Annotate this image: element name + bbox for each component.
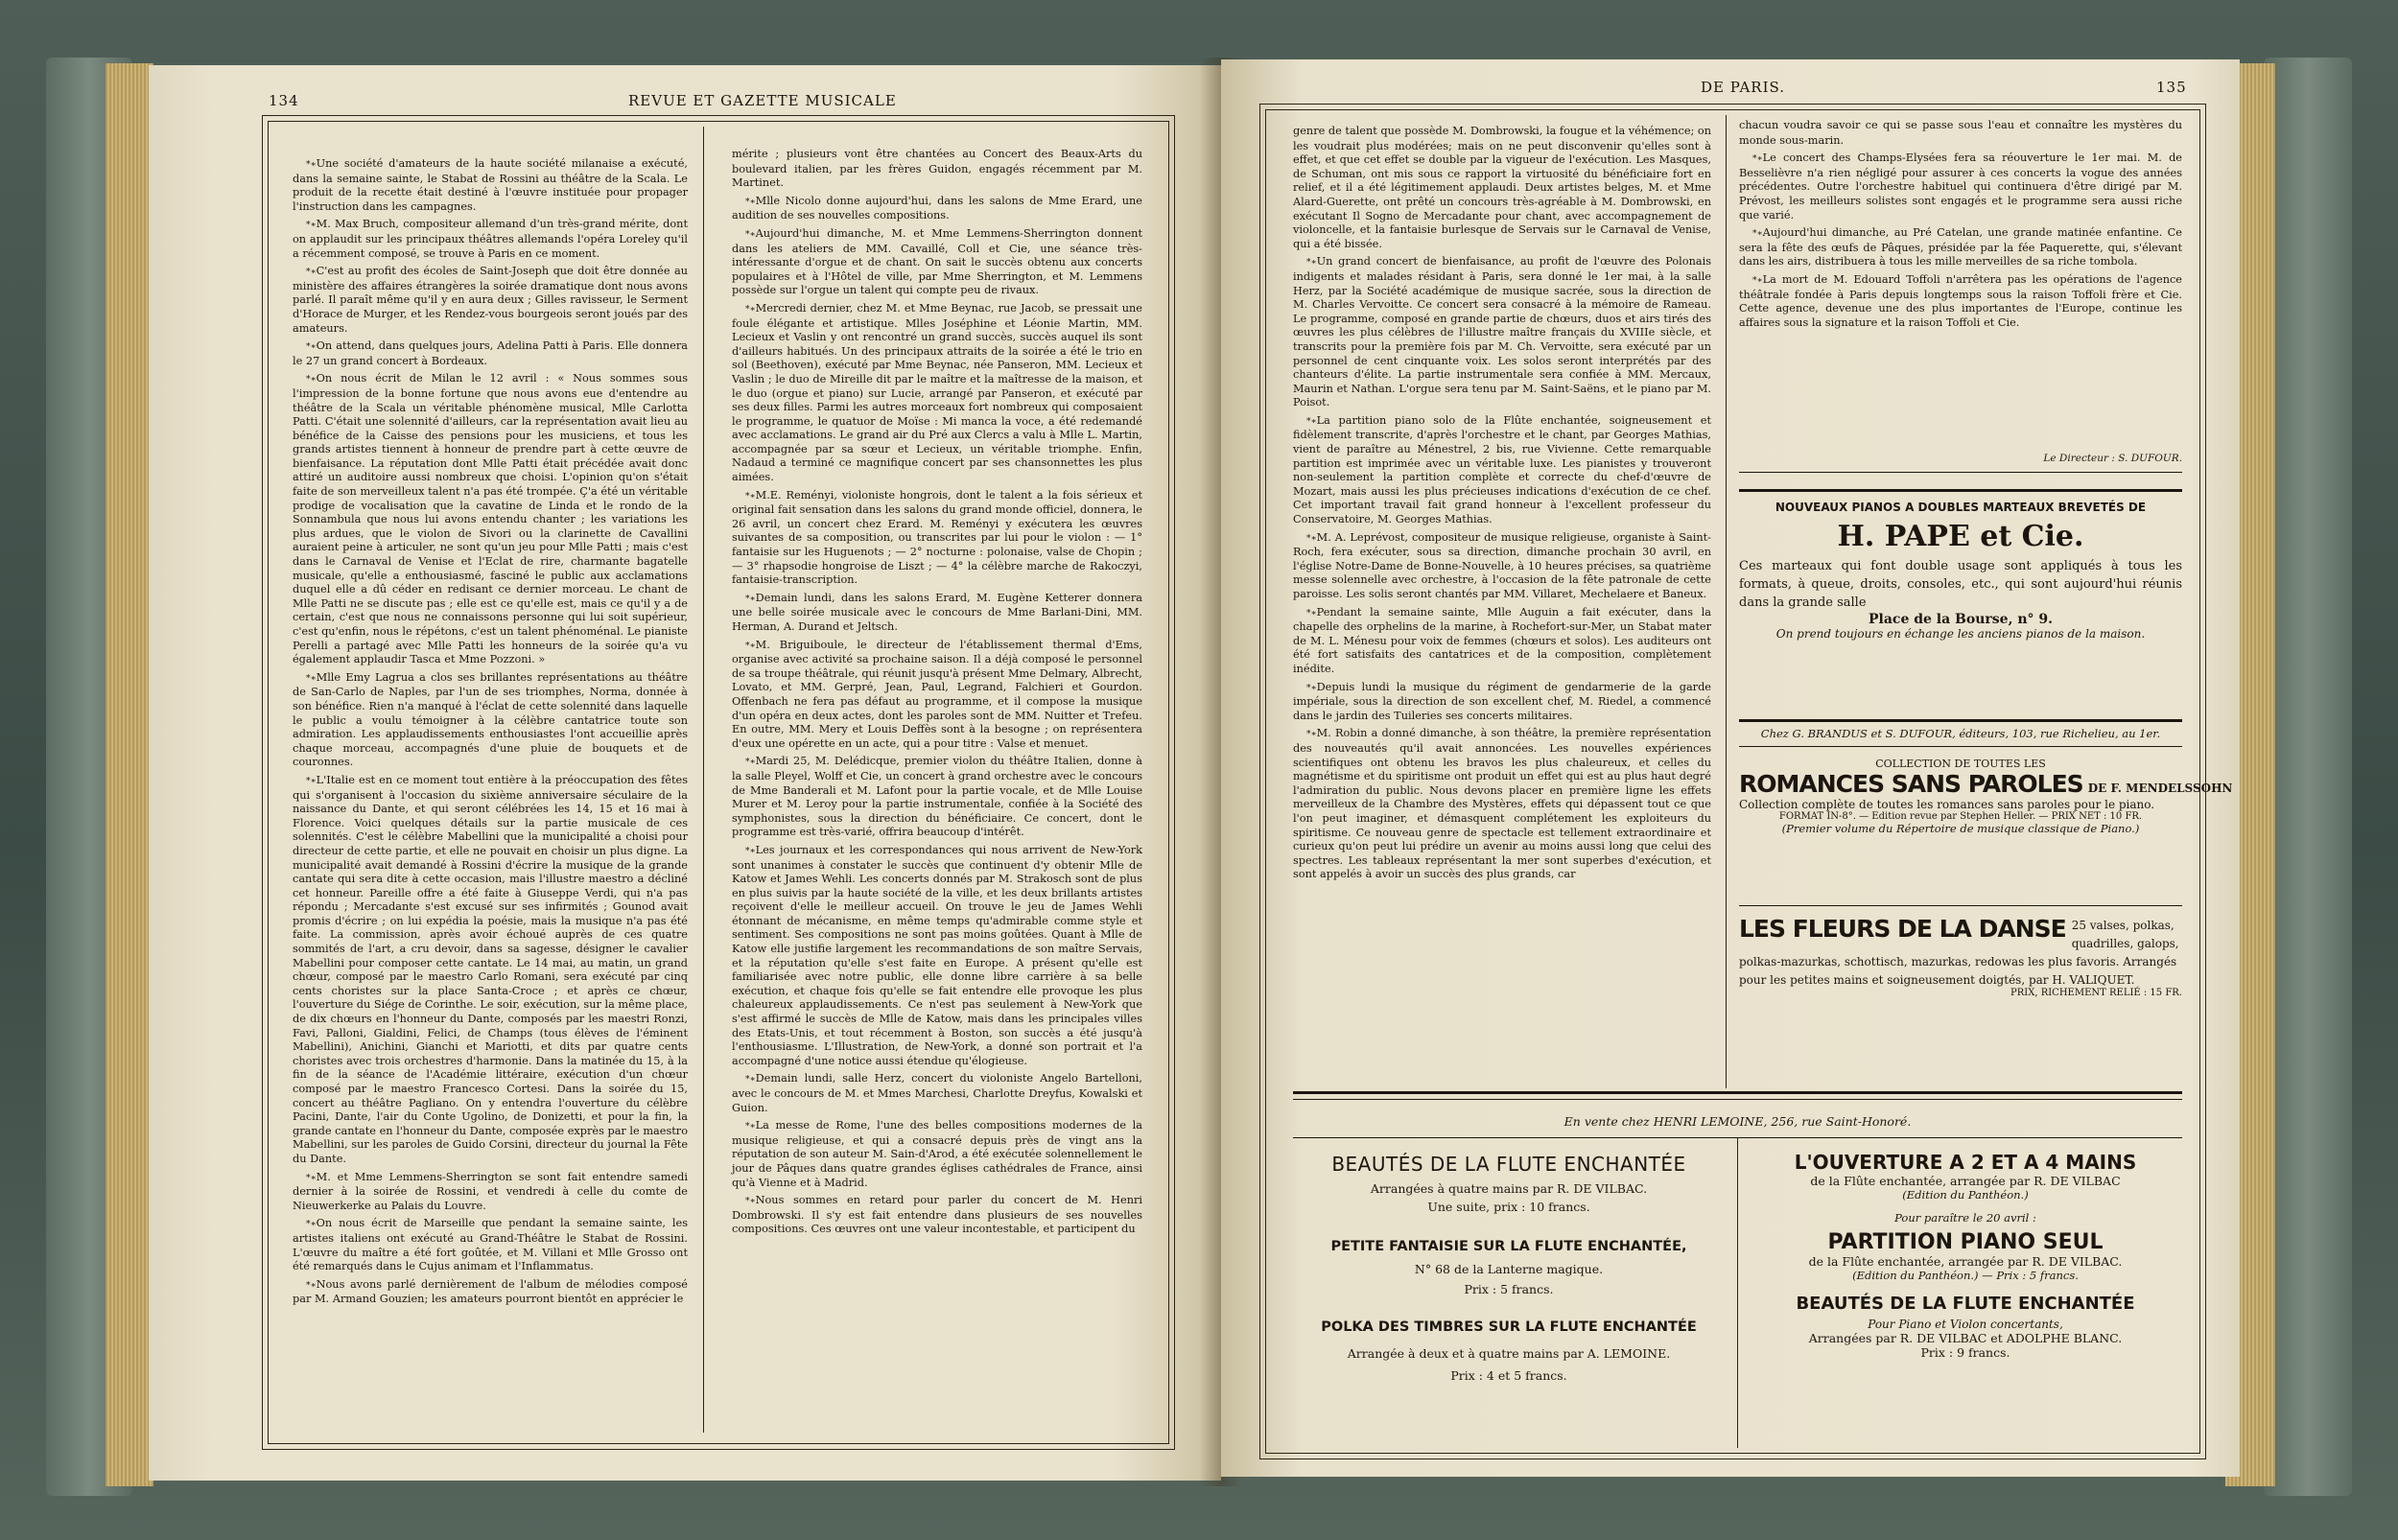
news-paragraph: *∗ C'est au profit des écoles de Saint-Joseph que doit être donnée au ministère des affaires étrangères la soirée dramatique dont nous avons parlé. Il paraît même qu'il y en aura deux ; Gilles ravisseur, le Serment d'Horace de Murger, et les Rendez-vous bourgeois seront joués par des amateurs.	[293, 265, 688, 336]
news-paragraph: chacun voudra savoir ce qui se passe sous l'eau et connaître les mystères du monde sous-marin.	[1739, 119, 2182, 147]
lemoine-left-column	[1293, 1153, 1725, 1383]
collection-label: COLLECTION DE TOUTES LES	[1875, 758, 2046, 770]
lemoine-left-2-title: PETITE FANTAISIE SUR LA FLUTE ENCHANTÉE,	[1330, 1239, 1687, 1254]
left-page	[149, 65, 1221, 1481]
news-paragraph: *∗ Demain lundi, salle Herz, concert du violoniste Angelo Bartelloni, avec le concours de M. et Mmes Marchesi, Charlotte Dreyfus, Kowalski et Guion.	[732, 1072, 1142, 1115]
divider	[1739, 719, 2182, 722]
news-paragraph: *∗ M. A. Leprévost, compositeur de musique religieuse, organiste à Saint-Roch, fera exécuter, sous sa direction, dimanche prochain 30 avril, en l'église Notre-Dame de Bonne-Nouvelle, à 10 heures précises, sa quatrième messe solennelle avec orchestre, à l'occasion de la fête patronale de cette paroisse. Les solis seront chantés par MM. Villaret, Mechelaere et Baneux.	[1293, 531, 1711, 602]
lemoine-right-2-pre: Pour paraître le 20 avril :	[1894, 1211, 2036, 1225]
brandus-publisher: Chez G. BRANDUS et S. DUFOUR, éditeurs, 103, rue Richelieu, au 1er.	[1760, 727, 2161, 740]
left-page-number: 134	[269, 92, 299, 109]
left-running-head: REVUE ET GAZETTE MUSICALE	[628, 92, 897, 109]
lemoine-right-1-l2: (Edition du Panthéon.)	[1902, 1188, 2029, 1202]
lemoine-right-2-title: PARTITION PIANO SEUL	[1827, 1230, 2104, 1254]
news-paragraph: *∗ Mlle Emy Lagrua a clos ses brillantes représentations au théâtre de San-Carlo de Naples, par l'un de ses triomphes, Norma, donnée à son bénéfice. Rien n'a manqué à l'éclat de cette solennité dans laquelle le public a voulu témoigner à la célèbre cantatrice toute son admiration. Les applaudissements enthousiastes l'ont accueillie après chaque morceau, accompagnés d'une pluie de bouquets et de couronnes.	[293, 671, 688, 770]
news-paragraph: *∗ On attend, dans quelques jours, Adelina Patti à Paris. Elle donnera le 27 un grand concert à Bordeaux.	[293, 339, 688, 368]
brandus-ad	[1739, 727, 2182, 740]
romances-format: FORMAT IN-8°. — Edition revue par Stephen Heller. — PRIX NET : 10 FR.	[1778, 811, 2143, 822]
fleurs-ad	[1739, 915, 2182, 998]
right-page-number: 135	[2156, 79, 2187, 96]
fleurs-title: LES FLEURS DE LA DANSE	[1739, 915, 2066, 943]
lemoine-right-1-l1: de la Flûte enchantée, arrangée par R. DE VILBAC	[1810, 1174, 2121, 1188]
right-page	[1221, 59, 2240, 1477]
divider	[1293, 1099, 2182, 1100]
news-paragraph: *∗ Mlle Nicolo donne aujourd'hui, dans les salons de Mme Erard, une audition de ses nouvelles compositions.	[732, 195, 1142, 223]
lemoine-right-column	[1749, 1151, 2182, 1360]
lemoine-right-1-title: L'OUVERTURE A 2 ET A 4 MAINS	[1794, 1151, 2137, 1174]
news-paragraph: *∗ M. et Mme Lemmens-Sherrington se sont fait entendre samedi dernier à la soirée de Rossini, et vendredi à celle du comte de Nieuwerkerke au Palais du Louvre.	[293, 1171, 688, 1214]
lemoine-left-2-l2: Prix : 5 francs.	[1464, 1282, 1554, 1296]
left-column-2	[732, 148, 1142, 1241]
pape-heading: NOUVEAUX PIANOS A DOUBLES MARTEAUX BREVETÉS DE	[1775, 501, 2147, 514]
romances-desc: Collection complète de toutes les romances sans paroles pour le piano.	[1739, 798, 2155, 811]
romances-ad	[1739, 758, 2233, 835]
pape-note: On prend toujours en échange les anciens pianos de la maison.	[1775, 627, 2146, 641]
divider	[1739, 905, 2182, 906]
lemoine-column-rule	[1737, 1137, 1738, 1448]
news-paragraph: *∗ L'Italie est en ce moment tout entière à la préoccupation des fêtes qui s'organisent à l'occasion du sixième anniversaire séculaire de la naissance du Dante, et qui seront célébrées les 14, 15 et 16 mai à Florence. Voici quelques détails sur la partie musicale de ces solennités. C'est le célèbre Mabellini que la municipalité a choisi pour directeur de cette partie, et elle ne pouvait en choisir un plus digne. La municipalité avait demandé à Rossini d'écrire la musique de la grande cantate qui sera dite à cette occasion, mais l'illustre maestro a décliné cet honneur. Pareille offre a été faite à Giuseppe Verdi, qui n'a pas répondu ; Mercadante s'est excusé sur ses infirmités ; Gounod avait promis d'écrire ; on lui expédia la poésie, mais la musique n'a pas été faite. La commission, après avoir échoué auprès de ces quatre sommités de l'art, a cru devoir, dans sa sagesse, désigner le cavalier Mabellini pour composer cette cantate. Le 14 mai, au matin, un grand chœur, composé par le maestro Carlo Romani, sera exécuté par cinq cents choristes sur la place Santa-Croce ; et après ce chœur, l'ouverture du Siége de Corinthe. Le soir, exécution, sur la même place, de dix chœurs en l'honneur du Dante, composés par les maestri Ronzi, Favi, Palloni, Gialdini, Felici, de Champs (tous élèves de l'éminent Mabellini), Anichini, Gianchi et Mariotti, et dits par quatre cents choristes avec trois orchestres d'harmonie. Dans la matinée du 15, à la fin de la séance de l'Académie littéraire, exécution d'un chœur composé par le maestro Francesco Cortesi. Dans la soirée du 15, concert au théâtre Pagliano. On y entendra l'ouverture du célèbre Pacini, Dante, l'air du Conte Ugolino, de Donizetti, et pour la fin, la grande cantate en l'honneur du Dante, composée exprès par le maestro Mabellini, sur les paroles de Guido Corsini, directeur du journal la Fête du Dante.	[293, 774, 688, 1167]
pape-name: H. PAPE et Cie.	[1837, 520, 2084, 553]
romances-note: (Premier volume du Répertoire de musique classique de Piano.)	[1781, 822, 2140, 835]
lemoine-header	[1293, 1114, 2182, 1129]
news-paragraph: *∗ M. Max Bruch, compositeur allemand d'un très-grand mérite, dont on applaudit sur les principaux théâtres allemands l'opéra Loreley qu'il a récemment composé, se trouve à Paris en ce moment.	[293, 218, 688, 261]
book-cover-right	[2264, 58, 2352, 1496]
lemoine-header-text: En vente chez HENRI LEMOINE, 256, rue Saint-Honoré.	[1563, 1114, 1912, 1129]
news-paragraph: *∗ Mercredi dernier, chez M. et Mme Beynac, rue Jacob, se pressait une foule élégante et artistique. Mlles Joséphine et Léonie Martin, MM. Lecieux et Vaslin y ont rencontré un grand succès, succès auquel ils sont d'ailleurs habitués. Un des principaux attraits de la soirée a été le trio en sol (Beethoven), exécuté par Mme Beynac, née Panseron, MM. Lecieux et Vaslin ; le duo de Mireille dit par le maître et la maîtresse de la maison, et le duo (orgue et piano) sur Lucie, arrangé par Panseron, et exécuté par ses deux filles. Parmi les autres morceaux fort nombreux qui composaient le programme, le quatuor de Moïse : Mi manca la voce, a été redemandé avec acclamations. Le grand air du Pré aux Clercs a valu à Mlle L. Martin, accompagnée par sa sœur et Lecieux, un véritable triomphe. Enfin, Nadaud a terminé ce magnifique concert par ses chansonnettes les plus aimées.	[732, 302, 1142, 485]
page-edges-left	[106, 63, 153, 1486]
left-column-1	[293, 157, 688, 1311]
news-paragraph: *∗ Une société d'amateurs de la haute société milanaise a exécuté, dans la semaine sainte, le Stabat de Rossini au théâtre de la Scala. Le produit de la recette était destiné à l'œuvre instituée pour propager l'instruction dans les campagnes.	[293, 157, 688, 214]
news-paragraph: *∗ Demain lundi, dans les salons Erard, M. Eugène Ketterer donnera une belle soirée musicale avec le concours de Mme Barlani-Dini, MM. Herman, A. Durand et Jeltsch.	[732, 592, 1142, 635]
news-paragraph: *∗ M. Robin a donné dimanche, à son théâtre, la première représentation des nouveautés qu'il avait annoncées. Les nouvelles expériences scientifiques ont obtenu les bravos les plus chaleureux, et celles du magnétisme et du spiritisme ont produit un effet qui est au plus haut degré l'admiration du public. Nous devons placer en première ligne les effets merveilleux de la Chambre des Mystères, effets qui dépassent tout ce que l'on peut imaginer, et démasquent complétement les exploiteurs du spiritisme. Ce nouveau genre de spectacle est tellement extraordinaire et curieux qu'on peut lui prédire un avenir au moins aussi long que celui des spectres. Les tableaux représentant la mer sont superbes d'exécution, et sont appelés à avoir un succès des plus grands, car	[1293, 727, 1711, 882]
news-paragraph: *∗ On nous écrit de Milan le 12 avril : « Nous sommes sous l'impression de la bonne fortune que nous avons eue d'entendre au théâtre de la Scala un véritable phénomène musical, Mlle Carlotta Patti. C'était une solennité d'ailleurs, car la représentation avait lieu au bénéfice de la Caisse des pensions pour les musiciens, et tous les grands artistes tiennent à honneur de prendre part à cette œuvre de bienfaisance. La réputation dont Mlle Patti était précédée avait donc attiré un auditoire aussi nombreux que choisi. L'opinion qu'on s'était faite de son merveilleux talent n'a pas été trompée. Ç'a été un véritable prodige de vocalisation que la cavatine de Linda et le rondo de la Sonnambula que nous lui avons entendu chanter ; les variations les plus ardues, que le violon de Sivori ou la clarinette de Cavallini auraient peine à articuler, ne sont qu'un jeu pour Mlle Patti ; mais c'est dans le Carnaval de Venise et l'Eclat de rire, charmante bagatelle musicale, qu'elle a enthousiasmé, fasciné le public aux acclamations duquel elle a dû céder en redisant ce dernier morceau. Le chant de Mlle Patti ne se discute pas ; elle est ce qu'elle est, mais ce qu'il y a de certain, c'est que nous ne connaissons personne qui lui soit supérieur, c'est qu'enfin, nous le répétons, c'est un talent phénoménal. Le pianiste Perelli a partagé avec Mlle Patti les honneurs de la soirée qu'a vu également applaudir Tasca et Mme Pozzoni. »	[293, 372, 688, 666]
news-paragraph: *∗ On nous écrit de Marseille que pendant la semaine sainte, les artistes italiens ont exécuté au Grand-Théâtre le Stabat de Rossini. L'œuvre du maître a été fort goûtée, et M. Villani et Mlle Grosso ont été remarqués dans le Cujus animam et l'Inflammatus.	[293, 1217, 688, 1273]
news-paragraph: mérite ; plusieurs vont être chantées au Concert des Beaux-Arts du boulevard italien, par les frères Guidon, engagés récemment par M. Martinet.	[732, 148, 1142, 190]
lemoine-left-1-l1: Arrangées à quatre mains par R. DE VILBAC.	[1370, 1181, 1648, 1196]
right-column-rule	[1726, 115, 1727, 1088]
divider	[1293, 1091, 2182, 1094]
news-paragraph: *∗ M. Briguiboule, le directeur de l'établissement thermal d'Ems, organise avec activité sa prochaine saison. Il a déjà composé le personnel de sa troupe théâtrale, qui réunit jusqu'à présent Mme Delmary, Albrecht, Lovato, et MM. Gerpré, Jean, Paul, Legrand, Falchieri et Gourdon. Offenbach ne fera pas défaut au programme, et il compose la musique d'un opéra en deux actes, dont les paroles sont de MM. Nuitter et Trefeu. En outre, MM. Mery et Louis Deffès sont à la besogne ; on représentera d'eux une opérette en un acte, qui a pour titre : Valse et menuet.	[732, 639, 1142, 752]
pape-piano-ad	[1739, 501, 2182, 641]
lemoine-left-3-l1: Arrangée à deux et à quatre mains par A. LEMOINE.	[1347, 1346, 1671, 1361]
lemoine-left-1-l2: Une suite, prix : 10 francs.	[1427, 1200, 1590, 1214]
lemoine-right-3-l2: Arrangées par R. DE VILBAC et ADOLPHE BLANC.	[1808, 1331, 2123, 1345]
right-column-1	[1293, 125, 1711, 886]
news-paragraph: *∗ Nous avons parlé dernièrement de l'album de mélodies composé par M. Armand Gouzien; les amateurs pourront bientôt en apprécier le	[293, 1278, 688, 1307]
news-paragraph: *∗ La mort de M. Edouard Toffoli n'arrêtera pas les opérations de l'agence théâtrale fondée à Paris depuis longtemps sous la raison Toffoli frère et Cie. Cette agence, devenue une des plus importantes de l'Europe, continue les affaires sous la signature et la raison Toffoli et Cie.	[1739, 273, 2182, 330]
lemoine-right-3-l3: Prix : 9 francs.	[1920, 1345, 2010, 1360]
news-paragraph: *∗ Un grand concert de bienfaisance, au profit de l'œuvre des Polonais indigents et malades résidant à Paris, sera donné le 1er mai, à la salle Herz, par la Société académique de musique sacrée, sous la direction de M. Charles Vervoitte. Ce concert sera consacré à la mémoire de Rameau. Le programme, composé en grande partie de chœurs, duos et airs tirés des œuvres les plus célèbres de l'illustre maître français du XVIIIe siècle, et transcrits pour la première fois par M. Ch. Vervoitte, sera exécuté par un personnel de cent cinquante voix. Les solos seront interprétés par des chanteurs d'élite. La partie instrumentale sera confiée à MM. Mercaux, Maurin et Nathan. L'orgue sera tenu par M. Saint-Saëns, et le piano par M. Poisot.	[1293, 255, 1711, 410]
pape-address: Place de la Bourse, n° 9.	[1869, 612, 2053, 627]
fleurs-price: PRIX, RICHEMENT RELIÉ : 15 FR.	[2010, 988, 2182, 998]
lemoine-left-2-l1: N° 68 de la Lanterne magique.	[1414, 1262, 1604, 1276]
director-signature: Le Directeur : S. DUFOUR.	[2043, 453, 2182, 464]
divider	[1739, 472, 2182, 473]
left-column-rule	[703, 127, 704, 1433]
news-paragraph: *∗ Aujourd'hui dimanche, au Pré Catelan, une grande matinée enfantine. Ce sera la fête des œufs de Pâques, présidée par la fée Paquerette, qui, s'élevant dans les airs, distribuera à tous les mille merveilles de sa riche tombola.	[1739, 226, 2182, 269]
romances-title: ROMANCES SANS PAROLES	[1739, 770, 2083, 798]
lemoine-right-3-l1: Pour Piano et Violon concertants,	[1868, 1318, 2063, 1331]
fleurs-desc: 25 valses, polkas, quadrilles, galops, polkas-mazurkas, schottisch, mazurkas, redowas les plus favoris. Arrangés pour les petites mains et soigneusement doigtés, par H. VALIQUET.	[1739, 919, 2179, 987]
lemoine-right-2-l1: de la Flûte enchantée, arrangée par R. DE VILBAC.	[1808, 1254, 2123, 1269]
divider	[1739, 746, 2182, 747]
news-paragraph: *∗ Depuis lundi la musique du régiment de gendarmerie de la garde impériale, sous la direction de son excellent chef, M. Riedel, a commencé dans le jardin des Tuileries ses concerts militaires.	[1293, 681, 1711, 724]
news-paragraph: genre de talent que possède M. Dombrowski, la fougue et la véhémence; on les voudrait plus modérées; mais on ne peut disconvenir qu'elles sont à effet, et que cet effet se double par la vigueur de l'exécution. Les Masques, de Schuman, ont mis sous ce rapport la virtuosité du bénéficiaire fort en relief, et il a été légitimement applaudi. Deux artistes belges, M. et Mme Alard-Guerette, ont prêté un concours très-agréable à M. Dombrowski, en exécutant Il Sogno de Mercadante pour chant, avec accompagnement de violoncelle, et la fantaisie burlesque de Servais sur le Carnaval de Venise, qui a été bissée.	[1293, 125, 1711, 250]
divider	[1739, 489, 2182, 492]
right-column-2	[1739, 119, 2182, 334]
romances-author: DE F. MENDELSSOHN	[2087, 782, 2233, 795]
lemoine-left-1-title: BEAUTÉS DE LA FLUTE ENCHANTÉE	[1331, 1153, 1686, 1176]
news-paragraph: *∗ Aujourd'hui dimanche, M. et Mme Lemmens-Sherrington donnent dans les ateliers de MM. Cavaillé, Coll et Cie, une séance très-intéressante d'orgue et de chant. On sait le succès obtenu aux concerts populaires et à l'Hôtel de ville, par Mme Sherrington, et M. Lemmens possède sur l'orgue un talent qui compte peu de rivaux.	[732, 227, 1142, 298]
right-running-head: DE PARIS.	[1701, 79, 1786, 96]
news-paragraph: *∗ Nous sommes en retard pour parler du concert de M. Henri Dombrowski. Il s'y est fait entendre dans plusieurs de ses nouvelles compositions. Ces œuvres ont une valeur incontestable, et participent du	[732, 1194, 1142, 1237]
news-paragraph: *∗ M.E. Reményi, violoniste hongrois, dont le talent a la fois sérieux et original fait sensation dans les salons du grand monde officiel, donnera, le 26 avril, un concert chez Erard. M. Reményi y exécutera les œuvres suivantes de sa composition, ou transcrites par lui pour le violon : — 1° fantaisie sur les Huguenots ; — 2° nocturne : polonaise, valse de Chopin ; — 3° rhapsodie hongroise de Liszt ; — 4° la célèbre marche de Rakoczyi, fantaisie-transcription.	[732, 489, 1142, 588]
lemoine-left-3-l2: Prix : 4 et 5 francs.	[1450, 1368, 1567, 1383]
news-paragraph: *∗ La messe de Rome, l'une des belles compositions modernes de la musique religieuse, et qui a consacré depuis près de vingt ans la réputation de son auteur M. Sain-d'Arod, a été exécutée solennellement le jour de Pâques dans quatre grandes églises cathédrales de France, ainsi qu'à Vienne et à Madrid.	[732, 1119, 1142, 1190]
news-paragraph: *∗ La partition piano solo de la Flûte enchantée, soigneusement et fidèlement transcrite, d'après l'orchestre et le chant, par Georges Mathias, vient de paraître au Ménestrel, 2 bis, rue Vivienne. Cette remarquable partition est imprimée avec un véritable luxe. Les pianistes y trouveront non-seulement la partition complète et correcte du chef-d'œuvre de Mozart, mais aussi les plus précieuses indications d'exécution de ce chef. Cet important travail fait grand honneur à l'excellent professeur du Conservatoire, M. Georges Mathias.	[1293, 414, 1711, 527]
news-paragraph: *∗ Pendant la semaine sainte, Mlle Auguin a fait exécuter, dans la chapelle des orphelins de la marine, à Rochefort-sur-Mer, un Stabat mater de M. L. Ménesu pour voix de femmes (chœurs et solos). Les auditeurs ont été fort satisfaits des cantatrices et de la composition, complètement inédite.	[1293, 606, 1711, 677]
lemoine-left-3-title: POLKA DES TIMBRES SUR LA FLUTE ENCHANTÉE	[1321, 1319, 1697, 1335]
pape-body: Ces marteaux qui font double usage sont appliqués à tous les formats, à queue, droits, consoles, etc., qui sont aujourd'hui réunis dans la grande salle	[1739, 559, 2182, 610]
lemoine-right-3-title: BEAUTÉS DE LA FLUTE ENCHANTÉE	[1796, 1294, 2135, 1314]
news-paragraph: *∗ Mardi 25, M. Delédicque, premier violon du théâtre Italien, donne à la salle Pleyel, Wolff et Cie, un concert à grand orchestre avec le concours de Mme Banderali et M. Lafont pour la partie vocale, et de Mlle Louise Murer et M. Leroy pour la partie instrumentale, confiée à la Société des symphonistes, sous la direction du bénéficiaire. Ce concert, dont le programme est très-varié, offrira beaucoup d'intérêt.	[732, 755, 1142, 840]
news-paragraph: *∗ Le concert des Champs-Elysées fera sa réouverture le 1er mai. M. de Besselièvre n'a rien négligé pour assurer à ces concerts la vogue des années précédentes. Outre l'orchestre habituel qui continuera d'être dirigé par M. Prévost, les meilleurs solistes sont engagés et le programme sera aussi riche que varié.	[1739, 152, 2182, 222]
news-paragraph: *∗ Les journaux et les correspondances qui nous arrivent de New-York sont unanimes à constater le succès que continuent d'y obtenir Mlle de Katow et James Wehli. Les concerts donnés par M. Strakosch sont de plus en plus suivis par la haute société de la ville, et les deux brillants artistes reçoivent d'elle le meilleur accueil. On trouve le jeu de James Wehli étonnant de mécanisme, en même temps qu'admirable comme style et sentiment. Ses compositions ne sont pas moins goûtées. Quant à Mlle de Katow elle justifie largement les recommandations de son maître Servais, et la réputation qu'elle s'est faite en Europe. A présent qu'elle est familiarisée avec notre public, elle donne libre carrière à sa belle exécution, et chaque fois qu'elle se fait entendre elle provoque les plus chaleureux applaudissements. Ce n'est pas seulement à New-York que s'est affirmé le succès de Mlle de Katow, mais dans les principales villes des Etats-Unis, et tout récemment à Boston, son succès a été jusqu'à l'enthousiasme. L'Illustration, de New-York, a donné son portrait et l'a accompagné d'une notice aussi étendue qu'élogieuse.	[732, 844, 1142, 1069]
lemoine-right-2-l2: (Edition du Panthéon.) — Prix : 5 francs.	[1852, 1269, 2079, 1282]
